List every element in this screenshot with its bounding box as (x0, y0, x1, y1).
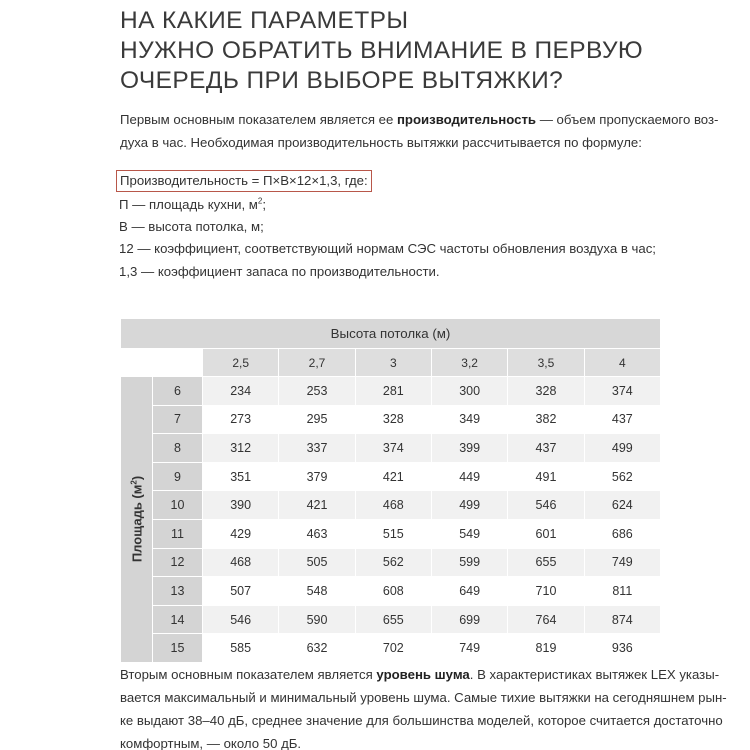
value-cell: 351 (203, 462, 279, 491)
area-cell: 15 (153, 634, 203, 663)
value-cell: 599 (431, 548, 507, 577)
height-header: 2,7 (279, 349, 355, 377)
area-cell: 6 (153, 377, 203, 406)
table-row (121, 577, 661, 606)
value-cell: 811 (584, 577, 660, 606)
value-cell: 499 (431, 491, 507, 520)
noise-text-pre: Вторым основным показателем является (120, 667, 377, 682)
value-cell: 549 (431, 519, 507, 548)
value-cell: 281 (355, 377, 431, 406)
value-cell: 562 (584, 462, 660, 491)
title-line-1: НА КАКИЕ ПАРАМЕТРЫ (120, 7, 409, 34)
formula-main: Производительность = П×В×12×1,3, где: (120, 173, 368, 188)
height-header: 2,5 (203, 349, 279, 377)
value-cell: 515 (355, 519, 431, 548)
value-cell: 764 (508, 605, 584, 634)
value-cell: 499 (584, 434, 660, 463)
table-row (121, 519, 661, 548)
height-header: 3,2 (431, 349, 507, 377)
value-cell: 312 (203, 434, 279, 463)
title-line-2: НУЖНО ОБРАТИТЬ ВНИМАНИЕ В ПЕРВУЮ (120, 37, 644, 64)
value-cell: 649 (431, 577, 507, 606)
intro-text-pre: Первым основным показателем является ее (120, 112, 397, 127)
area-cell: 11 (153, 519, 203, 548)
formula-b-line: В — высота потолка, м; (119, 219, 264, 235)
value-cell: 874 (584, 605, 660, 634)
value-cell: 399 (431, 434, 507, 463)
value-cell: 655 (355, 605, 431, 634)
table-heights-row (121, 349, 661, 377)
capacity-table (120, 318, 661, 663)
table-header-row (121, 319, 661, 349)
noise-text-line3: ке выдают 38–40 дБ, среднее значение для большинства моделей, которое считается достаточно (120, 713, 723, 728)
value-cell: 710 (508, 577, 584, 606)
value-cell: 437 (508, 434, 584, 463)
value-cell: 507 (203, 577, 279, 606)
value-cell: 936 (584, 634, 660, 663)
value-cell: 702 (355, 634, 431, 663)
value-cell: 468 (203, 548, 279, 577)
title-line-3: ОЧЕРЕДЬ ПРИ ВЫБОРЕ ВЫТЯЖКИ? (120, 67, 564, 94)
intro-text-post: — объем пропускаемого воз- (536, 112, 719, 127)
value-cell: 449 (431, 462, 507, 491)
intro-text-bold: производительность (396, 112, 537, 127)
value-cell: 390 (203, 491, 279, 520)
height-header: 3,5 (508, 349, 584, 377)
value-cell: 328 (508, 377, 584, 406)
value-cell: 468 (355, 491, 431, 520)
table-row (121, 634, 661, 663)
noise-text-post: . В характеристиках вытяжек LEX указы- (469, 667, 720, 682)
value-cell: 328 (355, 405, 431, 434)
value-cell: 699 (431, 605, 507, 634)
value-cell: 562 (355, 548, 431, 577)
area-axis-label-text (129, 476, 144, 562)
value-cell: 749 (431, 634, 507, 663)
value-cell: 608 (355, 577, 431, 606)
area-axis-label-sup: 2 (128, 480, 138, 486)
area-cell: 14 (153, 605, 203, 634)
area-cell: 12 (153, 548, 203, 577)
table-row (121, 377, 661, 406)
noise-text-line4: комфортным, — около 50 дБ. (120, 736, 302, 750)
value-cell: 300 (431, 377, 507, 406)
value-cell: 601 (508, 519, 584, 548)
value-cell: 548 (279, 577, 355, 606)
value-cell: 749 (584, 548, 660, 577)
area-axis-label-main: Площадь (м (129, 485, 145, 563)
value-cell: 349 (431, 405, 507, 434)
intro-text-line2: духа в час. Необходимая производительность вытяжки рассчитывается по формуле: (120, 135, 642, 150)
formula-k13-line: 1,3 — коэффициент запаса по производительности. (119, 263, 440, 279)
area-axis-label (121, 377, 153, 663)
table-row (121, 548, 661, 577)
table-row (121, 462, 661, 491)
value-cell: 546 (508, 491, 584, 520)
intro-paragraph (120, 108, 720, 154)
noise-paragraph (120, 663, 732, 750)
value-cell: 273 (203, 405, 279, 434)
formula-p-end: ; (262, 197, 266, 212)
formula-box (116, 170, 372, 192)
table-header-title: Высота потолка (м) (121, 319, 661, 349)
value-cell: 374 (355, 434, 431, 463)
formula-k12-line: 12 — коэффициент, соответствующий нормам СЭС частоты обновления воздуха в час; (119, 241, 656, 257)
height-header: 4 (584, 349, 660, 377)
value-cell: 686 (584, 519, 660, 548)
value-cell: 429 (203, 519, 279, 548)
value-cell: 505 (279, 548, 355, 577)
value-cell: 253 (279, 377, 355, 406)
area-cell: 13 (153, 577, 203, 606)
noise-text-line2: вается максимальный и минимальный уровень шума. Самые тихие вытяжки на сегодняшнем рын- (120, 690, 727, 705)
table-row (121, 434, 661, 463)
table-row (121, 605, 661, 634)
area-cell: 7 (153, 405, 203, 434)
table-row (121, 405, 661, 434)
value-cell: 819 (508, 634, 584, 663)
value-cell: 437 (584, 405, 660, 434)
formula-block (116, 170, 716, 283)
value-cell: 295 (279, 405, 355, 434)
value-cell: 234 (203, 377, 279, 406)
table-row (121, 491, 661, 520)
value-cell: 590 (279, 605, 355, 634)
area-axis-label-end: ) (129, 476, 145, 481)
noise-text-bold: уровень шума (376, 667, 470, 682)
value-cell: 421 (279, 491, 355, 520)
value-cell: 491 (508, 462, 584, 491)
value-cell: 337 (279, 434, 355, 463)
page-title (120, 6, 720, 96)
value-cell: 379 (279, 462, 355, 491)
value-cell: 546 (203, 605, 279, 634)
value-cell: 655 (508, 548, 584, 577)
value-cell: 624 (584, 491, 660, 520)
area-cell: 10 (153, 491, 203, 520)
value-cell: 374 (584, 377, 660, 406)
formula-p-line (116, 194, 716, 216)
value-cell: 421 (355, 462, 431, 491)
area-cell: 8 (153, 434, 203, 463)
height-header: 3 (355, 349, 431, 377)
value-cell: 632 (279, 634, 355, 663)
value-cell: 382 (508, 405, 584, 434)
value-cell: 585 (203, 634, 279, 663)
area-cell: 9 (153, 462, 203, 491)
formula-p-sup: 2 (257, 196, 263, 206)
table-corner (121, 349, 203, 377)
value-cell: 463 (279, 519, 355, 548)
formula-p-label: П — площадь кухни, м (119, 197, 258, 212)
